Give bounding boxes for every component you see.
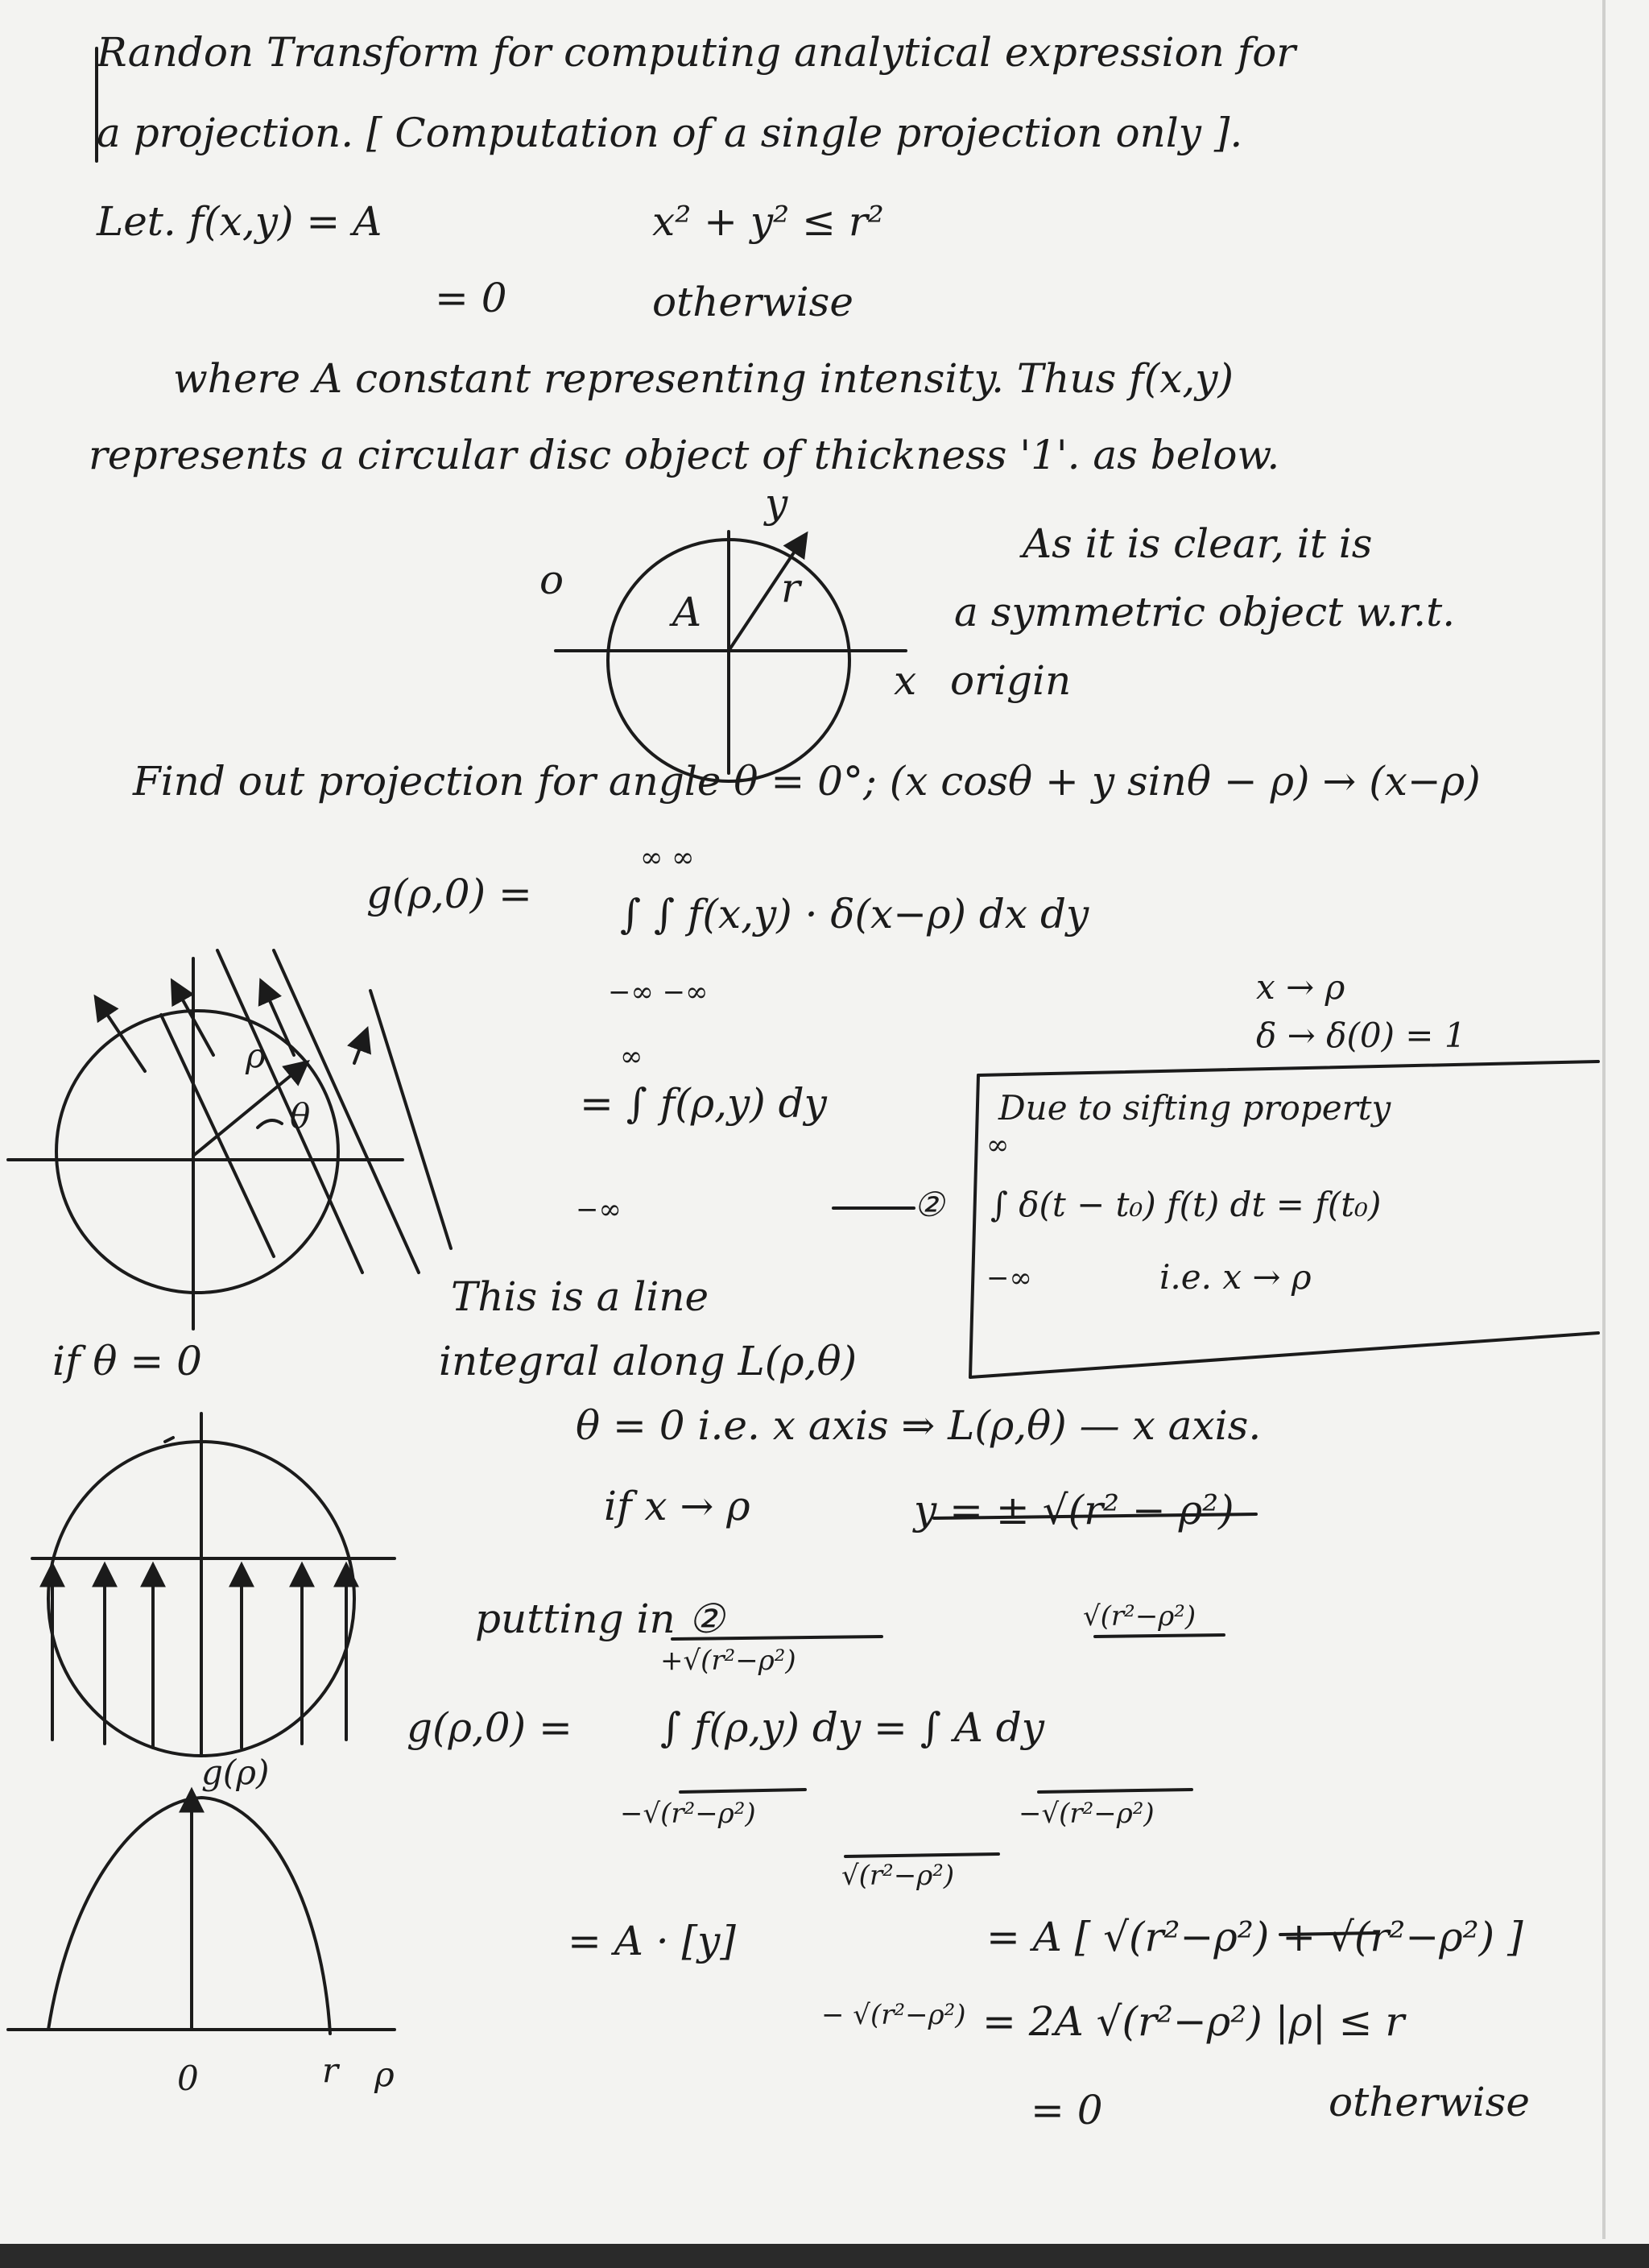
- single-integral: = ∫ f(ρ,y) dy: [580, 1080, 827, 1127]
- figure-note-line1: As it is clear, it is: [1023, 520, 1373, 567]
- condition-disc: x² + y² ≤ r²: [652, 198, 884, 245]
- result-upper-limit2: √(r²−ρ²): [1083, 1600, 1196, 1633]
- page-right-edge: [1602, 0, 1606, 2239]
- g-rho-theta-lhs: g(ρ,0) =: [366, 871, 532, 917]
- g-rho-zero-lhs: g(ρ,0) =: [407, 1704, 572, 1751]
- integral1-lower-limits: −∞ −∞: [608, 976, 709, 1008]
- final-otherwise: otherwise: [1329, 2079, 1530, 2125]
- function-definition: Let. f(x,y) = A: [97, 198, 382, 245]
- vertical-ray-figure: [32, 1413, 395, 1756]
- sifting-title: Due to sifting property: [998, 1088, 1391, 1128]
- figure-label-r: r: [781, 565, 800, 611]
- axis-label-r: r: [322, 2051, 339, 2090]
- putting-in-2: putting in ②: [475, 1595, 725, 1642]
- ray-disc-figure: [8, 950, 451, 1329]
- figure-note-line2: a symmetric object w.r.t.: [954, 589, 1456, 635]
- sifting-ie: i.e. x → ρ: [1159, 1257, 1312, 1297]
- figure-label-o: o: [539, 557, 564, 603]
- note-delta: δ → δ(0) = 1: [1256, 1016, 1466, 1055]
- eval-lower-limit: − √(r²−ρ²): [821, 1999, 966, 2031]
- heading-line1: Randon Transform for computing analytical expression for: [97, 29, 1296, 76]
- figure-note-line3: origin: [950, 657, 1072, 704]
- disc-figure: [556, 532, 906, 781]
- figure-label-x: x: [894, 657, 917, 704]
- evaluation-step: = A · [y]: [568, 1918, 736, 1964]
- integral2-upper: ∞: [620, 1041, 643, 1073]
- rho-label: ρ: [246, 1036, 266, 1075]
- axis-label-0: 0: [177, 2059, 199, 2098]
- integral2-lower: −∞: [576, 1194, 622, 1226]
- evaluation-sum: = A [ √(r²−ρ²) + √(r²−ρ²) ]: [986, 1914, 1523, 1960]
- note-x-to-rho: x → ρ: [1256, 967, 1345, 1007]
- final-result: = 2A √(r²−ρ²) |ρ| ≤ r: [982, 1998, 1405, 2045]
- condition-otherwise: otherwise: [652, 279, 853, 325]
- scan-bottom-edge: [0, 2244, 1649, 2268]
- result-upper-limit1: +√(r²−ρ²): [660, 1645, 796, 1677]
- heading-line2: a projection. [ Computation of a single projection only ].: [97, 110, 1243, 156]
- if-x-to-rho: if x → ρ: [604, 1483, 750, 1529]
- figure-label-y: y: [765, 480, 788, 527]
- theta-label: θ: [290, 1096, 311, 1136]
- line-note2: integral along L(ρ,θ): [439, 1338, 858, 1384]
- sifting-integral: ∫ δ(t − t₀) f(t) dt = f(t₀): [990, 1185, 1382, 1224]
- sifting-upper: ∞: [986, 1129, 1010, 1161]
- g-rho-label: g(ρ): [201, 1753, 270, 1792]
- y-solution: y = ± √(r² − ρ²): [914, 1487, 1234, 1533]
- definition-zero: = 0: [435, 275, 507, 321]
- result-lower-limit1: −√(r²−ρ²): [620, 1798, 756, 1830]
- result-integral: ∫ f(ρ,y) dy = ∫ A dy: [660, 1704, 1045, 1751]
- equation-number: ②: [914, 1185, 944, 1224]
- description-line2: represents a circular disc object of thickness '1'. as below.: [89, 432, 1280, 478]
- axis-label-rho: ρ: [374, 2055, 395, 2094]
- eval-upper-limit: √(r²−ρ²): [841, 1860, 955, 1892]
- figure-label-A: A: [672, 589, 702, 635]
- integral1-upper-limits: ∞ ∞: [640, 842, 695, 874]
- sifting-lower: −∞: [986, 1262, 1032, 1294]
- theta-axis-note: θ = 0 i.e. x axis ⇒ L(ρ,θ) — x axis.: [576, 1402, 1262, 1449]
- result-lower-limit2: −√(r²−ρ²): [1019, 1798, 1155, 1830]
- double-integral: ∫ ∫ f(x,y) · δ(x−ρ) dx dy: [620, 891, 1089, 937]
- final-zero: = 0: [1031, 2087, 1103, 2133]
- projection-graph: [8, 1792, 395, 2034]
- projection-statement: Find out projection for angle θ = 0°; (x cosθ + y sinθ − ρ) → (x−ρ): [133, 758, 1481, 805]
- description-line1: where A constant representing intensity. Thus f(x,y): [173, 355, 1234, 402]
- if-theta-zero: if θ = 0: [52, 1338, 202, 1384]
- line-note1: This is a line: [451, 1273, 709, 1320]
